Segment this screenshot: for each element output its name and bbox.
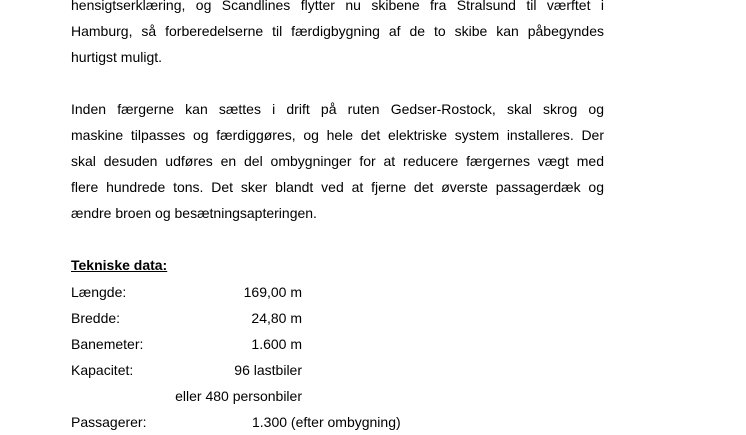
tech-value: eller 480 personbiler: [175, 388, 302, 404]
tech-label: Kapacitet:: [71, 362, 134, 378]
paragraph-line: hensigtserklæring, og Scandlines flytter nu skibene fra Stralsund til værftet i: [71, 0, 604, 13]
tech-value: 169,00 m: [243, 284, 302, 300]
tech-label: Længde:: [71, 284, 127, 300]
tech-value: 1.300 (efter ombygning): [252, 414, 401, 430]
tech-value: 24,80 m: [251, 310, 302, 326]
tech-label: Passagerer:: [71, 414, 147, 430]
paragraph-line: skal desuden udføres en del ombygninger for at reducere færgernes vægt med: [71, 153, 604, 169]
paragraph-line: hurtigst muligt.: [71, 49, 163, 65]
paragraph-line: Hamburg, så forberedelserne til færdigbygning af de to skibe kan påbegyndes: [71, 23, 604, 39]
paragraph-line: flere hundrede tons. Det sker blandt ved at fjerne det øverste passagerdæk og: [71, 179, 604, 195]
paragraph-line: ændre broen og besætningsapteringen.: [71, 205, 317, 221]
tech-value: 1.600 m: [251, 336, 302, 352]
tech-label: Banemeter:: [71, 336, 144, 352]
paragraph-line: maskine tilpasses og færdiggøres, og hele det elektriske system installeres. Der: [71, 127, 604, 143]
tech-label: Bredde:: [71, 310, 121, 326]
paragraph-conversion: [71, 96, 604, 226]
paragraph-intro: [71, 0, 604, 70]
tech-data-heading: Tekniske data:: [71, 257, 168, 273]
tech-value: 96 lastbiler: [234, 362, 302, 378]
paragraph-line: Inden færgerne kan sættes i drift på ruten Gedser-Rostock, skal skrog og: [71, 101, 604, 117]
